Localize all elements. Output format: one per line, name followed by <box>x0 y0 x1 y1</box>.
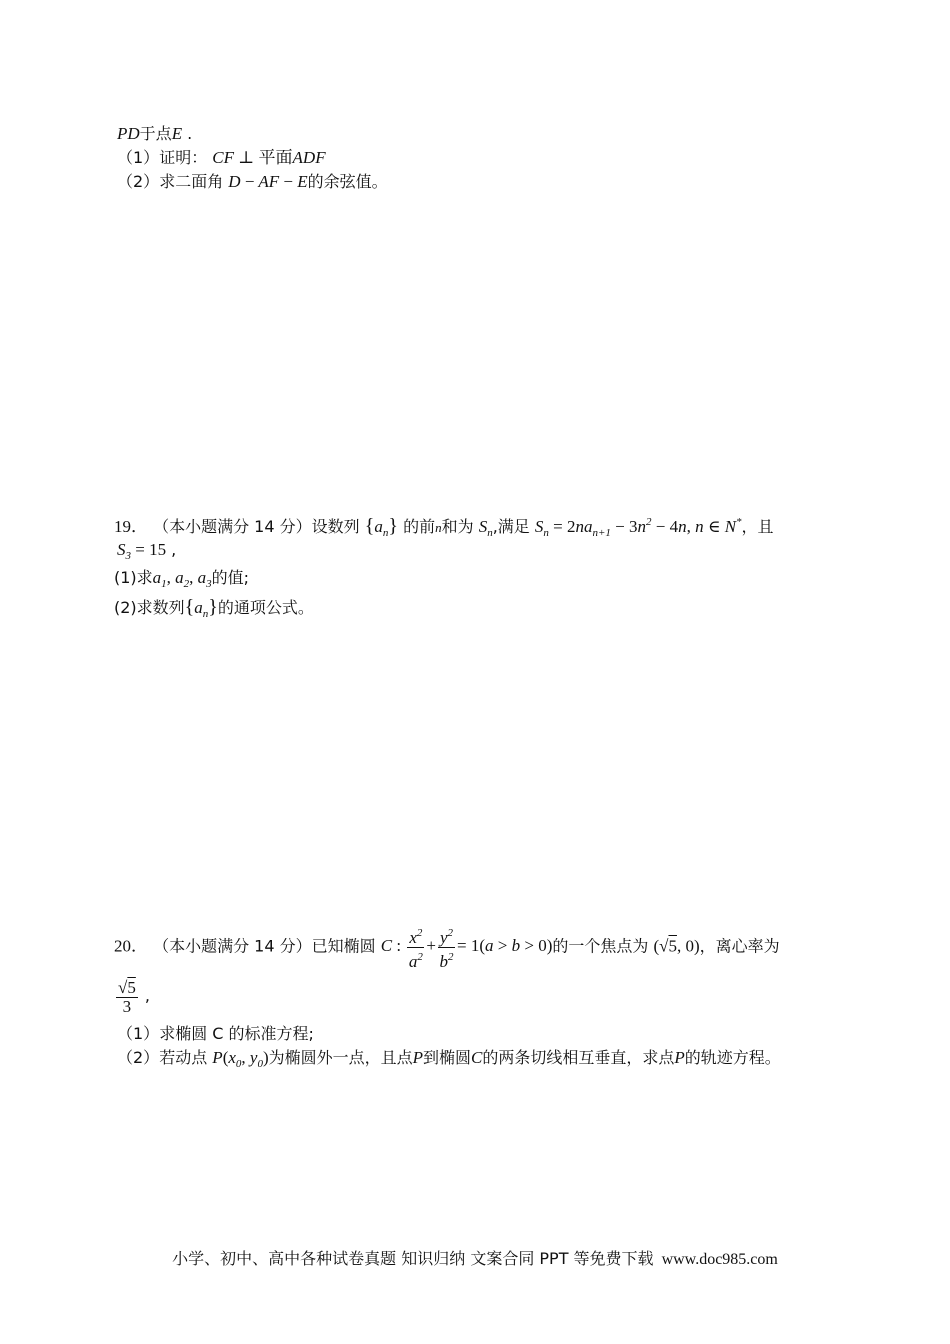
q19-line1 <box>114 512 774 543</box>
q20-p1-label: （1） <box>117 1024 160 1043</box>
math-dihedral: D − AF − E <box>228 172 308 191</box>
math-e: E <box>171 124 183 143</box>
q19-part2 <box>114 597 314 624</box>
q19-text-b: 的前 <box>403 517 436 536</box>
q19-text-e: ，且 <box>741 517 774 536</box>
q18-p2-text-a: 求二面角 <box>159 172 224 191</box>
q20-p2-text-d: 的两条切线相互垂直，求点 <box>482 1048 675 1067</box>
q18-p1-label: （1） <box>117 148 160 167</box>
math-eccentricity: $\frac{√5}{3}$ <box>118 977 136 1016</box>
q19-p1: (1)求 <box>114 568 153 587</box>
q20-text-b: 的一个焦点为 <box>552 936 649 956</box>
q19-text-c: 和为 <box>441 517 474 536</box>
math-pd: PD <box>117 124 140 143</box>
q19-part1 <box>114 568 249 594</box>
q20-line1 <box>114 924 780 971</box>
math-focus: (√5, 0) <box>653 936 700 956</box>
q20-part1 <box>117 1024 314 1044</box>
math-cf-perp-plane: CF ⊥ 平面ADF <box>212 148 326 167</box>
math-n: n <box>435 520 442 535</box>
q20-p1-text: 求椭圆 C 的标准方程; <box>159 1024 314 1043</box>
math-a1a2a3: $a_1$, $a_2$, $a_3$ <box>152 568 212 590</box>
q19-score: （本小题满分 14 分） <box>153 517 312 536</box>
q18-p2-label: （2） <box>117 172 160 191</box>
q19-text-d: ,满足 <box>492 517 530 536</box>
q18-part1 <box>117 148 326 168</box>
q18-p2-text-b: 的余弦值。 <box>307 172 388 191</box>
q20-score: （本小题满分 14 分） <box>153 936 312 956</box>
footer-url[interactable]: www.doc985.com <box>661 1251 778 1268</box>
q18-cont-line <box>117 124 192 144</box>
q19-number: 19． <box>114 517 148 536</box>
q19-p2-end: 的通项公式。 <box>217 598 314 617</box>
q20-text-a: 已知椭圆 <box>311 936 376 956</box>
comma: , <box>166 540 177 559</box>
q20-p2-text-e: 的轨迹方程。 <box>684 1048 781 1067</box>
math-sn-formula: $S_n = 2na_{n+1} - 3n^2 - 4n$, n ∈ N* <box>534 516 742 539</box>
q18-cont-text: 于点 <box>139 124 172 143</box>
period: . <box>182 124 193 143</box>
math-c: C <box>471 1048 483 1067</box>
math-s3: $S_3 = 15$ <box>117 540 167 562</box>
q19-p1-end: 的值; <box>211 568 250 587</box>
q19-line2 <box>117 540 176 566</box>
q18-p1-text: 证明： <box>159 148 208 167</box>
q20-part2 <box>117 1048 781 1074</box>
math-ellipse: C : $\frac{x^2}{a^2}$ + $\frac{y^2}{b^2}$ = 1(a > b > 0) <box>381 936 553 955</box>
page-footer <box>0 1246 950 1269</box>
math-p: P <box>412 1048 424 1067</box>
math-point-p: $P(x_0$, $y_0$) <box>212 1048 269 1070</box>
q18-part2 <box>117 172 388 192</box>
math-seq-an-2: $\{a_n\}$ <box>184 596 218 620</box>
q20-p2-text-b: 为椭圆外一点，且点 <box>268 1048 413 1067</box>
q20-line2 <box>114 974 150 1018</box>
comma: , <box>139 986 151 1005</box>
q20-p2-text-c: 到椭圆 <box>423 1048 472 1067</box>
q20-number: 20． <box>114 936 148 956</box>
q19-text-a: 设数列 <box>311 517 360 536</box>
q20-p2-label: （2） <box>117 1048 160 1067</box>
footer-text: 小学、初中、高中各种试卷真题 知识归纳 文案合同 PPT 等免费下载 <box>172 1249 654 1268</box>
math-p-2: P <box>674 1048 685 1067</box>
q20-p2-text-a: 若动点 <box>159 1048 208 1067</box>
math-seq-an: $\{a_n\}$ <box>364 515 398 539</box>
q20-text-c: ，离心率为 <box>699 936 780 956</box>
math-sn: $S_n$ <box>478 517 493 539</box>
q19-p2: (2)求数列 <box>114 598 185 617</box>
